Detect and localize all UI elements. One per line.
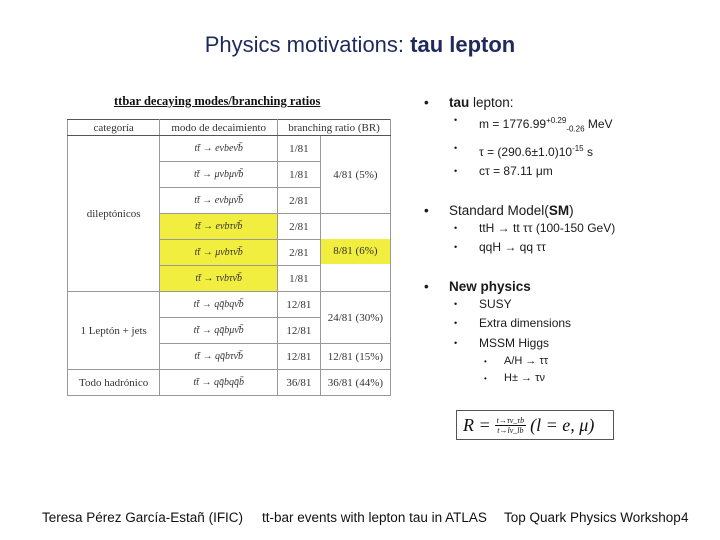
group-lepton-jets: 1 Leptón + jets bbox=[68, 292, 160, 370]
sm-close: ) bbox=[569, 202, 574, 218]
table-cell-br: 2/81 bbox=[278, 240, 321, 266]
table-cell-combined: 4/81 (5%) bbox=[320, 136, 390, 214]
table-cell-combined bbox=[320, 214, 390, 292]
bullet-mass bbox=[454, 111, 714, 139]
mass-text: m = 1776.99 bbox=[479, 117, 547, 131]
footer-author: Teresa Pérez García-Estañ (IFIC) bbox=[42, 510, 244, 525]
table-cell-br: 1/81 bbox=[278, 266, 321, 292]
footer-talk: tt-bar events with lepton tau in ATLAS bbox=[262, 510, 487, 525]
title-bold: tau lepton bbox=[410, 32, 516, 57]
bullet-sm bbox=[424, 202, 714, 219]
formula-rhs: (l = e, μ) bbox=[530, 414, 595, 435]
tau-rest: lepton: bbox=[469, 95, 514, 110]
combined-tau-highlight: 8/81 (6%) bbox=[321, 239, 390, 264]
lifetime-text: τ = (290.6±1.0)10 bbox=[479, 144, 573, 159]
mass-unit: MeV bbox=[584, 117, 613, 131]
table-cell-br: 2/81 bbox=[278, 188, 321, 214]
group-hadronic: Todo hadrónico bbox=[68, 370, 160, 396]
lifetime-exp: -15 bbox=[572, 143, 584, 153]
table-cell-br: 12/81 bbox=[278, 292, 321, 318]
np-bold: New physics bbox=[449, 278, 531, 294]
header-category: categoría bbox=[68, 120, 160, 136]
table-cell-mode: tt̄ → qq̄bμν̄b̄ bbox=[160, 318, 278, 344]
header-br: branching ratio (BR) bbox=[278, 120, 391, 136]
table-cell-mode: tt̄ → μνbμν̄b̄ bbox=[160, 162, 278, 188]
formula-den: t→lν_lb bbox=[497, 425, 524, 435]
lifetime-unit: s bbox=[583, 144, 593, 159]
branching-ratio-table bbox=[67, 119, 391, 396]
table-cell-mode: tt̄ → eνbτν̄b̄ bbox=[160, 214, 278, 240]
table-cell-br: 1/81 bbox=[278, 162, 321, 188]
bullet-lifetime bbox=[454, 139, 714, 163]
table-cell-mode: tt̄ → μνbτν̄b̄ bbox=[160, 240, 278, 266]
slide-title bbox=[0, 32, 720, 58]
table-cell-mode: tt̄ → eνbeν̄b̄ bbox=[160, 136, 278, 162]
mass-sup: +0.29 bbox=[546, 116, 567, 125]
footer-conference: Top Quark Physics Workshop bbox=[504, 510, 681, 525]
bullet-ctau: • cτ = 87.11 μm bbox=[454, 162, 714, 182]
tau-bold: tau bbox=[449, 95, 470, 110]
table-cell-mode: tt̄ → τνbτν̄b̄ bbox=[160, 266, 278, 292]
formula-num: t→τν_τb bbox=[496, 415, 525, 425]
title-plain: Physics motivations: bbox=[204, 32, 411, 57]
bullet-tau bbox=[424, 94, 714, 111]
bullet-tth: • ttH → tt ττ (100-150 GeV) bbox=[454, 219, 714, 239]
bullet-qqh: • qqH → qq ττ bbox=[454, 238, 714, 258]
sm-text: Standard Model( bbox=[449, 202, 549, 218]
table-cell-mode: tt̄ → qq̄bqq̄b̄ bbox=[160, 370, 278, 396]
formula-lhs: R = bbox=[463, 414, 491, 435]
table-cell-combined: 36/81 (44%) bbox=[320, 370, 390, 396]
ratio-formula bbox=[456, 410, 614, 440]
group-dileptonic: dileptónicos bbox=[68, 136, 160, 292]
table-cell-br: 1/81 bbox=[278, 136, 321, 162]
table-cell-br: 2/81 bbox=[278, 214, 321, 240]
table-cell-combined: 24/81 (30%) bbox=[320, 292, 390, 344]
bullet-hpm: • H± → τν bbox=[484, 370, 714, 387]
table-cell-br: 12/81 bbox=[278, 344, 321, 370]
table-cell-mode: tt̄ → eνbμν̄b̄ bbox=[160, 188, 278, 214]
sm-bold: SM bbox=[548, 202, 570, 218]
table-cell-combined: 12/81 (15%) bbox=[320, 344, 390, 370]
bullet-mssm: • MSSM Higgs bbox=[454, 334, 714, 354]
bullet-new-physics bbox=[424, 278, 714, 295]
table-cell-br: 12/81 bbox=[278, 318, 321, 344]
bullet-ah: • A/H → ττ bbox=[484, 353, 714, 370]
header-mode: modo de decaimiento bbox=[160, 120, 278, 136]
bullet-extra-dim: • Extra dimensions bbox=[454, 314, 714, 334]
mass-sub: -0.26 bbox=[566, 124, 585, 134]
formula-fraction bbox=[495, 416, 527, 435]
table-cell-mode: tt̄ → qq̄bqν̄b̄ bbox=[160, 292, 278, 318]
bullet-susy: • SUSY bbox=[454, 295, 714, 315]
table-caption: ttbar decaying modes/branching ratios bbox=[114, 94, 321, 108]
table-cell-br: 36/81 bbox=[278, 370, 321, 396]
table-cell-mode: tt̄ → qq̄bτν̄b̄ bbox=[160, 344, 278, 370]
footer-page-number: 4 bbox=[681, 510, 689, 525]
bullet-list bbox=[424, 94, 714, 387]
